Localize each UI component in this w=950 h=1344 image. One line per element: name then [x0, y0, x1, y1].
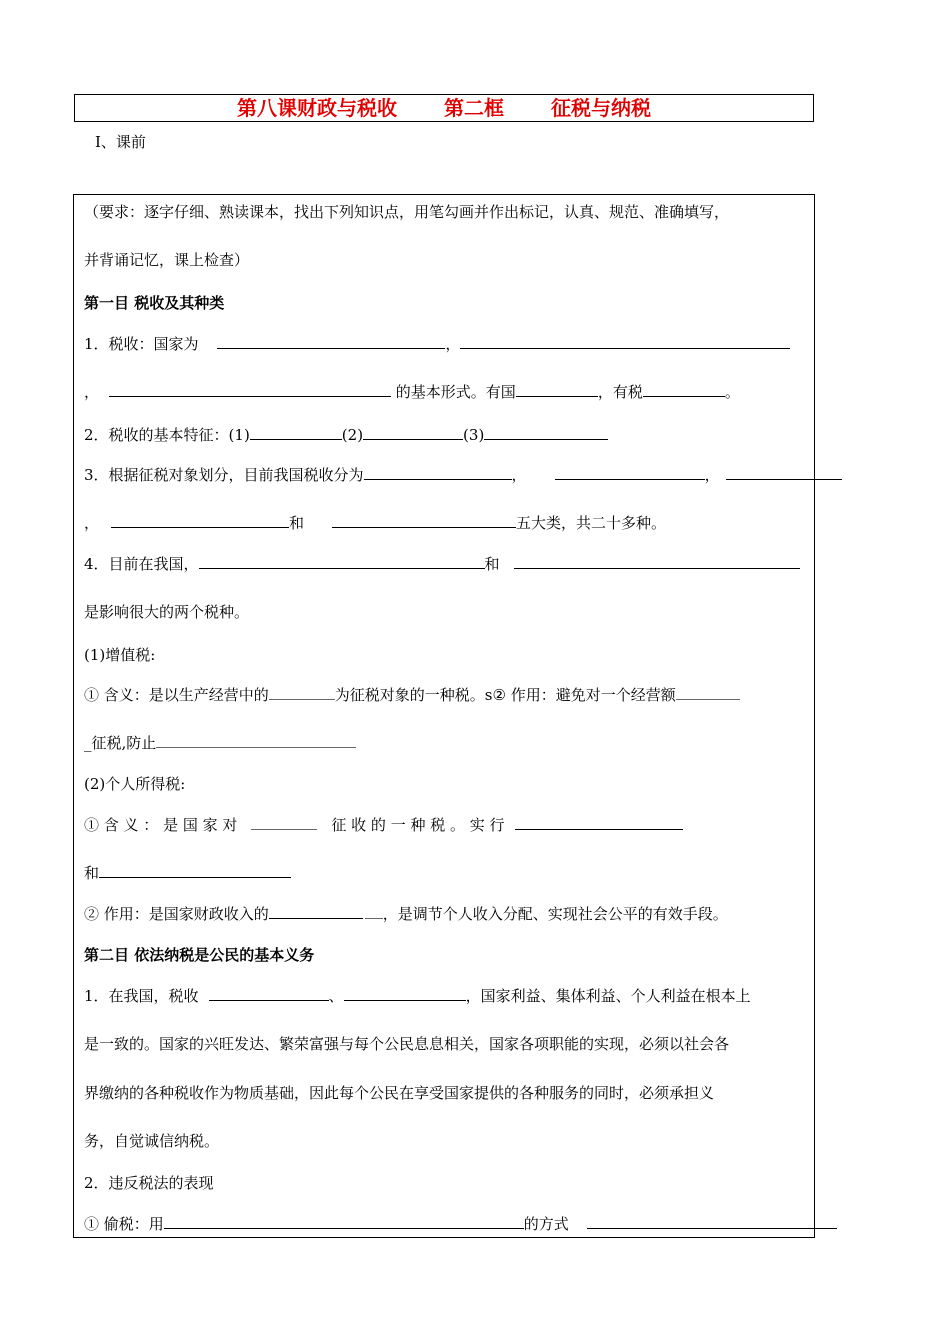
- duty-text-1: 1．在我国，税收: [84, 987, 199, 1005]
- evasion-text-2: 的方式: [523, 1215, 569, 1233]
- requirement-line-1: （要求：逐字仔细、熟读课本，找出下列知识点，用笔勾画并作出标记，认真、规范、准确填写，: [84, 203, 730, 221]
- q3-text-2: 五大类，共二十多种。: [516, 514, 667, 532]
- q1-comma: ，: [445, 335, 461, 353]
- vat-blank-1[interactable]: [269, 685, 335, 700]
- title-topic: 征税与纳税: [550, 96, 651, 120]
- duty-blank-2[interactable]: [344, 986, 466, 1001]
- vat-blank-3[interactable]: [156, 733, 356, 748]
- pit-blank-3[interactable]: [99, 863, 291, 878]
- pit-text-4: ，是调节个人收入分配、实现社会公平的有效手段。: [382, 905, 728, 923]
- duty-line-1: [84, 985, 751, 1006]
- pit-blank-1[interactable]: [251, 815, 317, 830]
- q1-comma-2: ，: [84, 383, 100, 401]
- question-4-line-1: [84, 553, 800, 574]
- vat-text-1: ① 含义：是以生产经营中的: [84, 686, 269, 704]
- pit-line-2: [84, 862, 291, 883]
- q1-text-3: ，有税: [597, 383, 643, 401]
- lesson-title: [74, 94, 814, 122]
- q4-blank-2[interactable]: [514, 554, 800, 569]
- duty-line-4: 务，自觉诚信纳税。: [84, 1132, 220, 1150]
- q4-and: 和: [484, 555, 500, 573]
- section-label: Ⅰ、课前: [95, 133, 146, 151]
- q2-text: 2．税收的基本特征：(1): [84, 426, 250, 444]
- q3-and: 和: [289, 514, 305, 532]
- pit-text-3: ② 作用：是国家财政收入的: [84, 905, 269, 923]
- q3-blank-2[interactable]: [555, 465, 705, 480]
- duty-line-3: 界缴纳的各种税收作为物质基础，因此每个公民在享受国家提供的各种服务的同时，必须承担义: [84, 1084, 715, 1102]
- question-1-line-2: [84, 381, 740, 402]
- q1-blank-1[interactable]: [217, 334, 445, 349]
- q4-text: 4．目前在我国，: [84, 555, 199, 573]
- q1-text: 1．税收：国家为: [84, 335, 199, 353]
- q1-blank-4[interactable]: [516, 382, 598, 397]
- vat-text-3: _征税,防止: [84, 734, 157, 752]
- title-lesson: 第八课财政与税收: [237, 96, 398, 120]
- q3-blank-1[interactable]: [364, 465, 512, 480]
- q2-blank-1[interactable]: [250, 425, 342, 440]
- q3-blank-4[interactable]: [111, 513, 289, 528]
- requirement-line-2: 并背诵记忆，课上检查）: [84, 251, 250, 269]
- q1-blank-3[interactable]: [109, 382, 391, 397]
- duty-blank-1[interactable]: [209, 986, 329, 1001]
- duty-line-2: 是一致的。国家的兴旺发达、繁荣富强与每个公民息息相关，国家各项职能的实现，必须以社会各: [84, 1035, 730, 1053]
- evasion-text-1: ① 偷税：用: [84, 1215, 164, 1233]
- q3-comma-1: ，: [511, 466, 527, 484]
- pit-line-3: [84, 903, 728, 924]
- q3-blank-5[interactable]: [332, 513, 516, 528]
- q3-comma-2: ，: [704, 466, 720, 484]
- duty-sep: 、: [328, 987, 344, 1005]
- q3-comma-3: ，: [84, 514, 100, 532]
- vat-line-1: [84, 684, 740, 705]
- q2-label-3: (3): [463, 426, 485, 444]
- pit-heading: (2)个人所得税:: [84, 775, 186, 793]
- vat-blank-2[interactable]: [676, 685, 740, 700]
- q1-blank-2[interactable]: [460, 334, 790, 349]
- title-section: 第二框: [444, 96, 504, 120]
- q2-blank-3[interactable]: [484, 425, 608, 440]
- question-3-line-2: [84, 512, 666, 533]
- q1-text-2: 的基本形式。有国: [395, 383, 516, 401]
- pit-blank-4[interactable]: [269, 904, 363, 919]
- question-2: [84, 424, 608, 445]
- pit-blank-2[interactable]: [515, 815, 683, 830]
- vat-text-2: 为征税对象的一种税。s② 作用：避免对一个经营额: [334, 686, 676, 704]
- question-1-line-1: [84, 333, 790, 354]
- pit-line-1: [84, 814, 683, 835]
- question-4-line-2: 是影响很大的两个税种。: [84, 603, 250, 621]
- pit-blank-4-tail: [365, 904, 383, 919]
- violation-heading: 2．违反税法的表现: [84, 1174, 214, 1192]
- evasion-blank-2[interactable]: [587, 1214, 837, 1229]
- q3-blank-3[interactable]: [726, 465, 842, 480]
- q1-period: 。: [724, 383, 740, 401]
- q4-blank-1[interactable]: [199, 554, 485, 569]
- vat-line-2: [84, 732, 356, 753]
- pit-text-1: ① 含 义 ： 是 国 家 对: [84, 816, 238, 834]
- violation-line-1: [84, 1213, 837, 1234]
- evasion-blank-1[interactable]: [164, 1214, 524, 1229]
- q3-text: 3．根据征税对象划分，目前我国税收分为: [84, 466, 364, 484]
- heading-tax-types: 第一目 税收及其种类: [84, 294, 225, 312]
- heading-tax-duty: 第二目 依法纳税是公民的基本义务: [84, 946, 315, 964]
- duty-text-2: ，国家利益、集体利益、个人利益在根本上: [465, 987, 751, 1005]
- pit-and: 和: [84, 864, 100, 882]
- q2-label-2: (2): [341, 426, 364, 444]
- vat-heading: (1)增值税:: [84, 646, 156, 664]
- q2-blank-2[interactable]: [363, 425, 463, 440]
- question-3-line-1: [84, 464, 842, 485]
- pit-text-2: 征 收 的 一 种 税 。 实 行: [331, 816, 505, 834]
- q1-blank-5[interactable]: [643, 382, 725, 397]
